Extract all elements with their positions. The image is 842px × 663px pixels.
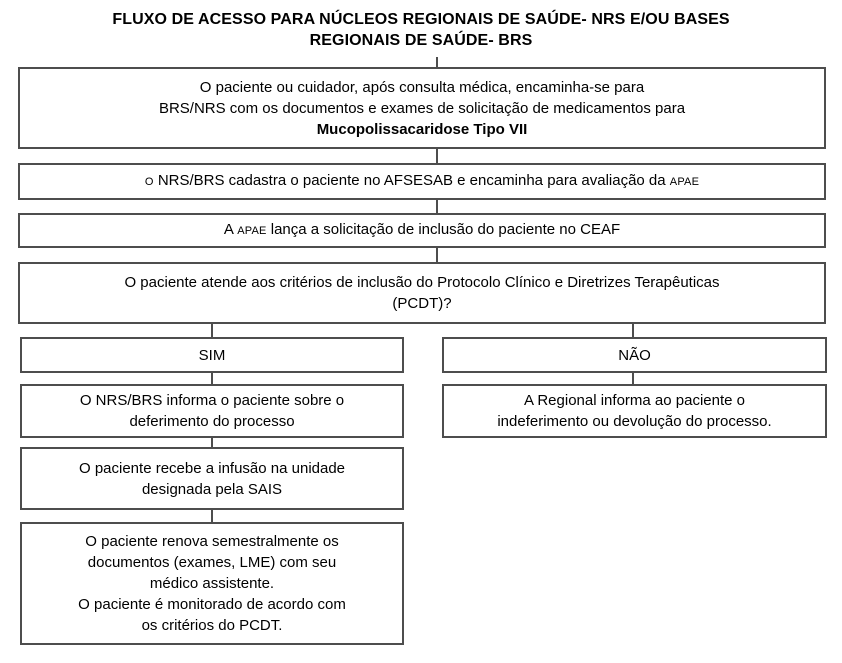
deferimento-line-1: O NRS/BRS informa o paciente sobre o (79, 392, 345, 409)
connector-consulta-to-cadastro (436, 149, 438, 163)
connector-cadastro-to-apae (436, 200, 438, 213)
nao-label: NÃO (618, 346, 651, 364)
consulta-line-1: O paciente ou cuidador, após consulta médica, encaminha-se para (199, 78, 645, 96)
page-title-line-1: FLUXO DE ACESSO PARA NÚCLEOS REGIONAIS DE SAÚDE- NRS E/OU BASES (112, 11, 730, 28)
renovacao-line-4: O paciente é monitorado de acordo com (78, 596, 346, 613)
flow-box-indeferimento (442, 384, 827, 438)
indeferimento-line-1: A Regional informa ao paciente o (524, 392, 745, 409)
connector-apae-to-criterios (436, 248, 438, 262)
flow-box-criterios-pcdt (18, 262, 826, 324)
deferimento-line-2: deferimento do processo (129, 413, 295, 430)
infusao-line-2: designada pela SAIS (141, 480, 283, 498)
connector-sim-to-deferimento (211, 373, 213, 384)
indeferimento-line-2: indeferimento ou devolução do processo. (497, 413, 772, 430)
flow-box-criterios-text (124, 272, 719, 314)
flow-box-sim (20, 337, 404, 373)
flow-box-indeferimento-text (497, 390, 771, 432)
renovacao-line-5: os critérios do PCDT. (141, 617, 283, 634)
criterios-line-2: (PCDT)? (392, 295, 452, 312)
apae-seg-small: APAE (237, 225, 267, 237)
consulta-medicamento-nome: Mucopolissacaridose Tipo VII (316, 120, 528, 138)
cadastro-seg-small-1: O (144, 176, 154, 188)
connector-infusao-to-renovacao (211, 510, 213, 522)
flow-box-consulta-text (159, 77, 685, 140)
page-title (0, 9, 842, 51)
connector-title-to-consulta (436, 57, 438, 67)
apae-seg-1: A (223, 221, 234, 238)
criterios-line-1: O paciente atende aos critérios de inclusão do Protocolo Clínico e Diretrizes Terapêuticas (124, 274, 720, 291)
flow-box-cadastro-afsesab (18, 163, 826, 200)
flow-box-apae-ceaf (18, 213, 826, 248)
flow-box-nao (442, 337, 827, 373)
page-title-line-2: REGIONAIS DE SAÚDE- BRS (309, 32, 533, 49)
apae-seg-2: lança a solicitação de inclusão do paciente no CEAF (270, 221, 621, 238)
connector-criterios-to-sim (211, 324, 213, 337)
connector-criterios-to-nao (632, 324, 634, 337)
connector-deferimento-to-infusao (211, 438, 213, 447)
flow-box-renovacao-text (78, 531, 346, 636)
flow-box-apae-text (224, 219, 620, 242)
renovacao-line-3: médico assistente. (149, 575, 275, 592)
infusao-line-1: O paciente recebe a infusão na unidade (78, 459, 346, 477)
flow-box-cadastro-text (145, 170, 699, 193)
flow-box-deferimento (20, 384, 404, 438)
renovacao-line-1: O paciente renova semestralmente os (85, 533, 339, 550)
renovacao-line-2: documentos (exames, LME) com seu (87, 554, 337, 571)
cadastro-seg-main: NRS/BRS cadastra o paciente no AFSESAB e encaminha para avaliação da (157, 172, 666, 189)
sim-label: SIM (198, 346, 226, 364)
connector-nao-to-indeferimento (632, 373, 634, 384)
flow-box-consulta-medica (18, 67, 826, 149)
flow-box-infusao-text (79, 458, 345, 500)
flow-box-renovacao (20, 522, 404, 645)
flow-box-deferimento-text (80, 390, 344, 432)
consulta-line-2: BRS/NRS com os documentos e exames de solicitação de medicamentos para (158, 99, 686, 117)
flow-box-infusao (20, 447, 404, 510)
cadastro-seg-small-2: APAE (669, 176, 700, 188)
